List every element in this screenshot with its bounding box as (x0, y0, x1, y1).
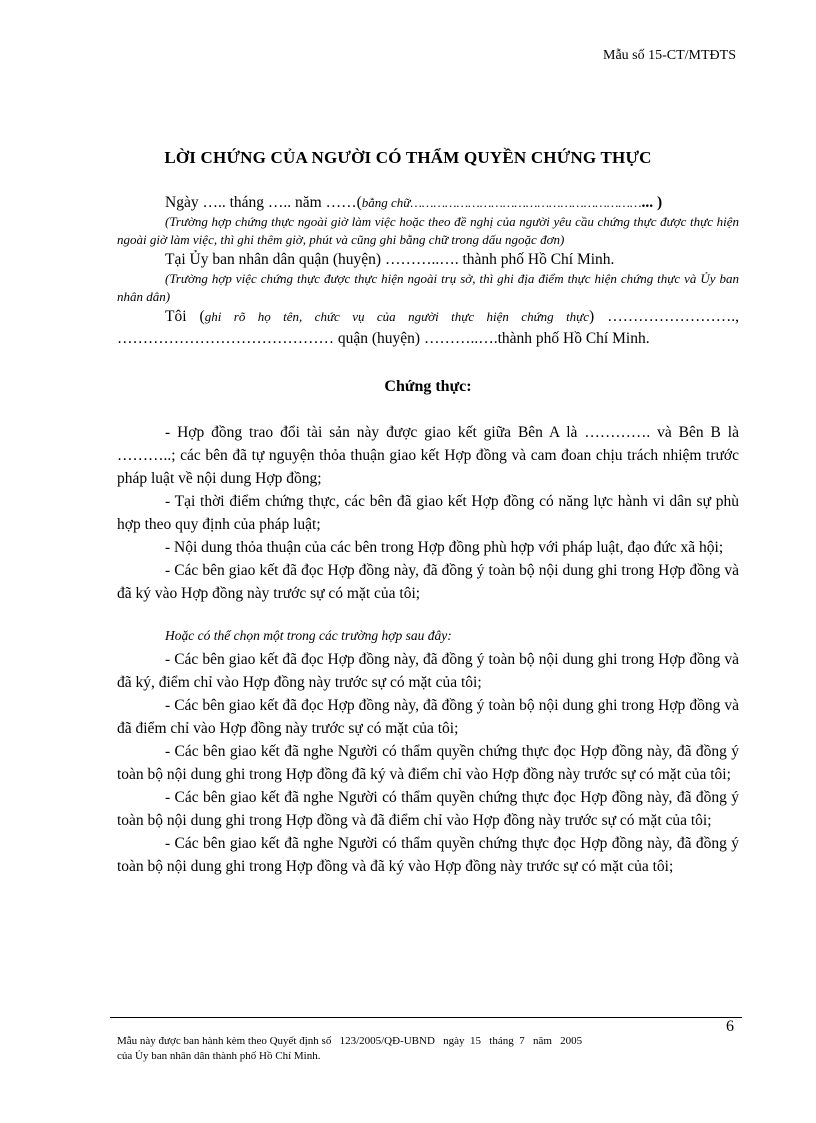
officer-line (117, 306, 739, 350)
list-item: - Tại thời điểm chứng thực, các bên đã giao kết Hợp đồng có năng lực hành vi dân sự phù hợp theo quy định của pháp luật; (117, 493, 739, 533)
date-line-text: Ngày ….. tháng ….. năm ……( (165, 194, 362, 211)
footer-note (117, 1034, 717, 1064)
document-body (117, 192, 739, 878)
date-line-italic: bằng chữ…………………………………………………… (361, 195, 642, 210)
date-line (117, 192, 739, 213)
footer-divider (110, 1017, 742, 1018)
officer-line-italic: ghi rõ họ tên, chức vụ của người thực hiện chứng thực (204, 309, 590, 324)
section-title: Chứng thực: (384, 378, 472, 395)
officer-line-end: ) ……………………., …………………………………… quận (huyện) ………..….thành phố Hồ Chí Minh. (117, 308, 739, 347)
list-item: - Nội dung thỏa thuận của các bên trong Hợp đồng phù hợp với pháp luật, đạo đức xã hội; (165, 539, 724, 556)
list-item: - Các bên giao kết đã nghe Người có thẩm quyền chứng thực đọc Hợp đồng này, đã đồng ý toàn bộ nội dung ghi trong Hợp đồng và đã ký vào Hợp đồng này trước sự có mặt của tôi; (117, 835, 739, 875)
list-item: - Các bên giao kết đã đọc Hợp đồng này, đã đồng ý toàn bộ nội dung ghi trong Hợp đồng và đã điểm chỉ vào Hợp đồng này trước sự có mặt của tôi; (117, 697, 739, 737)
list-item: - Hợp đồng trao đổi tài sản này được giao kết giữa Bên A là …………. và Bên B là ………..; các bên đã tự nguyện thỏa thuận giao kết Hợp đồng và cam đoan chịu trách nhiệm trước pháp luật về nội dung Hợp đồng; (117, 424, 739, 487)
footer-line-1: Mẫu này được ban hành kèm theo Quyết định số 123/2005/QĐ-UBND ngày 15 tháng 7 năm 2005 (117, 1035, 583, 1047)
note-time: (Trường hợp chứng thực ngoài giờ làm việc hoặc theo đề nghị của người yêu cầu chứng thực được thực hiện ngoài giờ làm việc, thì ghi thêm giờ, phút và cũng ghi bằng chữ trong dấu ngoặc đơn) (117, 214, 739, 247)
alt-options-title: Hoặc có thể chọn một trong các trường hợp sau đây: (165, 628, 452, 643)
page-number: 6 (726, 1018, 734, 1035)
officer-line-start: Tôi ( (165, 308, 205, 325)
date-line-end: ... ) (641, 194, 663, 211)
list-item: - Các bên giao kết đã nghe Người có thẩm quyền chứng thực đọc Hợp đồng này, đã đồng ý toàn bộ nội dung ghi trong Hợp đồng đã ký và điểm chỉ vào Hợp đồng này trước sự có mặt của tôi; (117, 743, 739, 783)
list-item: - Các bên giao kết đã đọc Hợp đồng này, đã đồng ý toàn bộ nội dung ghi trong Hợp đồng và đã ký vào Hợp đồng này trước sự có mặt của tôi; (117, 562, 739, 602)
footer-line-2: của Ủy ban nhân dân thành phố Hồ Chí Minh. (117, 1050, 321, 1062)
list-item: - Các bên giao kết đã nghe Người có thẩm quyền chứng thực đọc Hợp đồng này, đã đồng ý toàn bộ nội dung ghi trong Hợp đồng và đã điểm chỉ vào Hợp đồng này trước sự có mặt của tôi; (117, 789, 739, 829)
form-code: Mẫu số 15-CT/MTĐTS (603, 48, 736, 63)
document-title: LỜI CHỨNG CỦA NGƯỜI CÓ THẨM QUYỀN CHỨNG THỰC (164, 148, 652, 167)
location-line: Tại Ủy ban nhân dân quận (huyện) ………..…. thành phố Hồ Chí Minh. (165, 251, 615, 268)
main-items-list (117, 421, 739, 605)
alt-items-list (117, 648, 739, 878)
note-location: (Trường hợp việc chứng thực được thực hiện ngoài trụ sở, thì ghi địa điểm thực hiện chứng thực và Ủy ban nhân dân) (117, 271, 739, 304)
list-item: - Các bên giao kết đã đọc Hợp đồng này, đã đồng ý toàn bộ nội dung ghi trong Hợp đồng và đã ký, điểm chỉ vào Hợp đồng này trước sự có mặt của tôi; (117, 651, 739, 691)
